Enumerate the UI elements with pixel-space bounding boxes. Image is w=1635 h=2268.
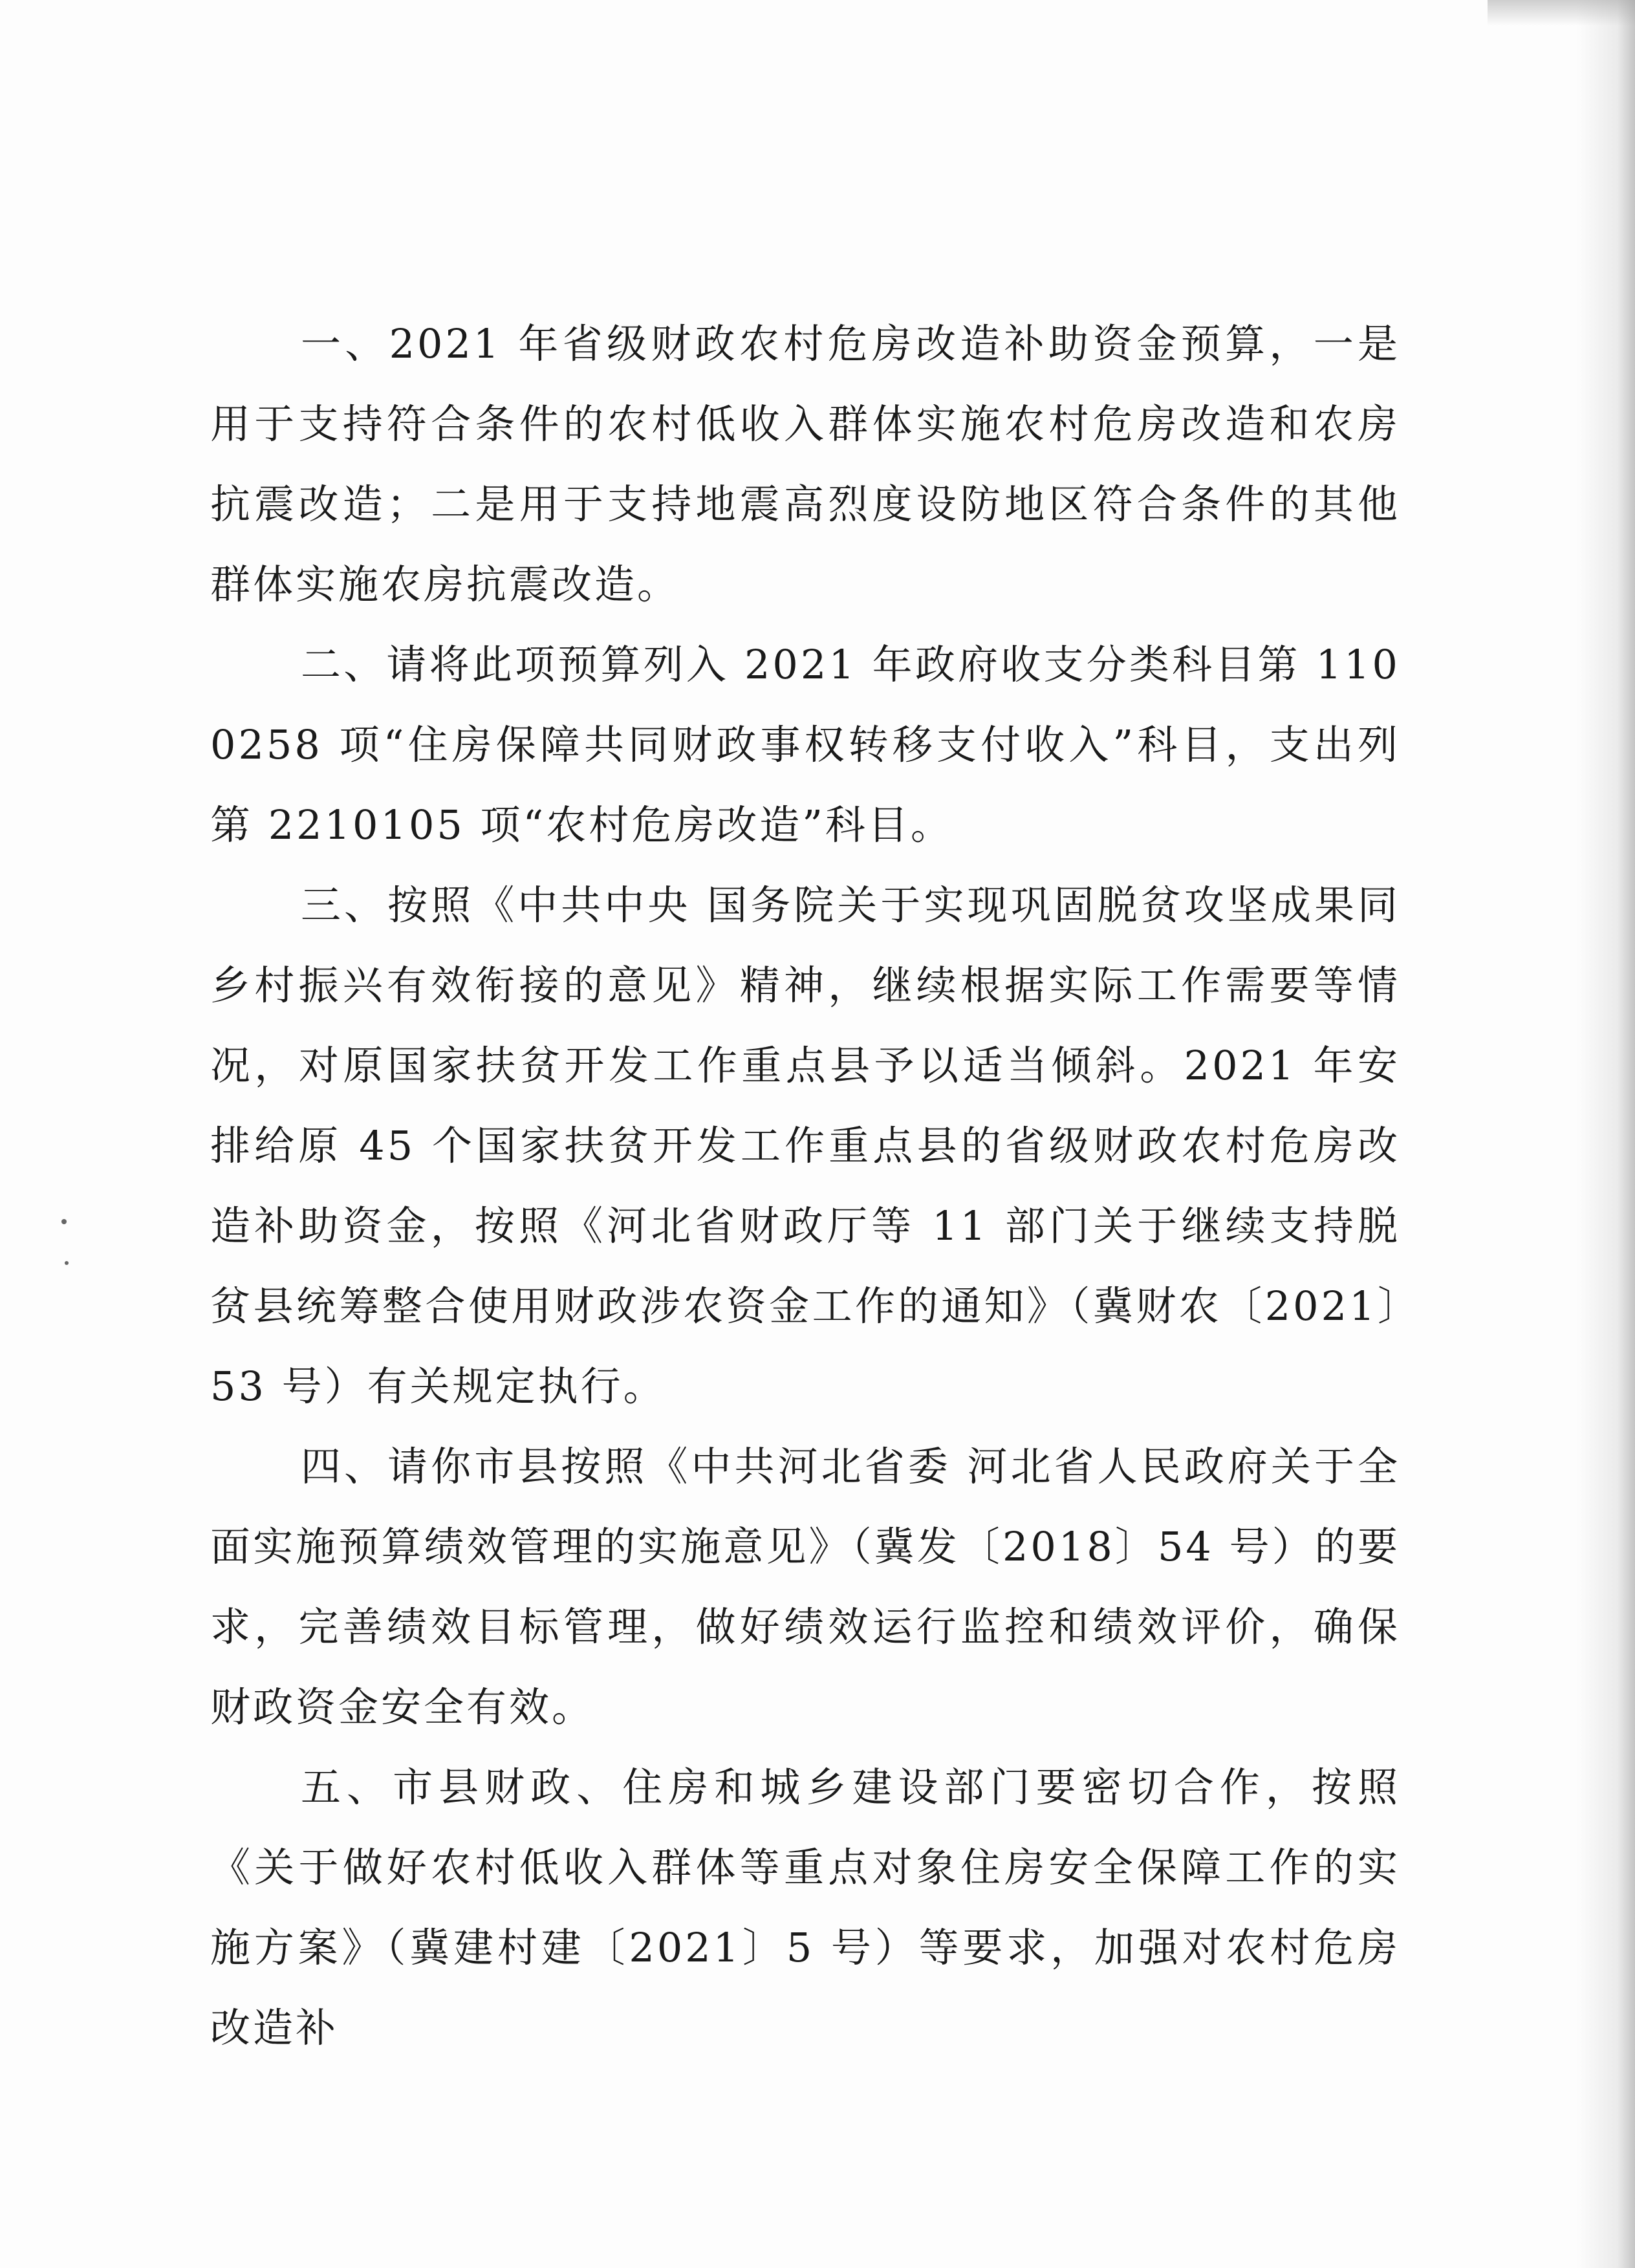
scan-speck — [65, 1261, 69, 1265]
paragraph-5: 五、市县财政、住房和城乡建设部门要密切合作，按照《关于做好农村低收入群体等重点对象住房安全保障工作的实施方案》（冀建村建〔2021〕5 号）等要求，加强对农村危房改造补 — [210, 1764, 1400, 2051]
paragraph-3: 三、按照《中共中央 国务院关于实现巩固脱贫攻坚成果同乡村振兴有效衔接的意见》精神，继续根据实际工作需要等情况，对原国家扶贫开发工作重点县予以适当倾斜。2021 年安排给原 45 个国家扶贫开发工作重点县的省级财政农村危房改造补助资金，按照《河北省财政厅等 11 部门关于继续支持脱贫县统筹整合使用财政涉农资金工作的通知》（冀财农〔2021〕53 号）有关规定执行。 — [210, 881, 1400, 1410]
scan-corner-shadow — [1488, 0, 1635, 26]
scan-edge-shadow — [1577, 0, 1635, 2268]
document-body — [210, 304, 1400, 2068]
paragraph-2: 二、请将此项预算列入 2021 年政府收支分类科目第 1100258 项“住房保障共同财政事权转移支付收入”科目，支出列第 2210105 项“农村危房改造”科目。 — [210, 641, 1400, 848]
paragraph-1: 一、2021 年省级财政农村危房改造补助资金预算，一是用于支持符合条件的农村低收入群体实施农村危房改造和农房抗震改造；二是用于支持地震高烈度设防地区符合条件的其他群体实施农房抗震改造。 — [210, 320, 1400, 608]
paragraph-4: 四、请你市县按照《中共河北省委 河北省人民政府关于全面实施预算绩效管理的实施意见》（冀发〔2018〕54 号）的要求，完善绩效目标管理，做好绩效运行监控和绩效评价，确保财政资金安全有效。 — [210, 1443, 1400, 1731]
scan-speck — [61, 1219, 67, 1224]
